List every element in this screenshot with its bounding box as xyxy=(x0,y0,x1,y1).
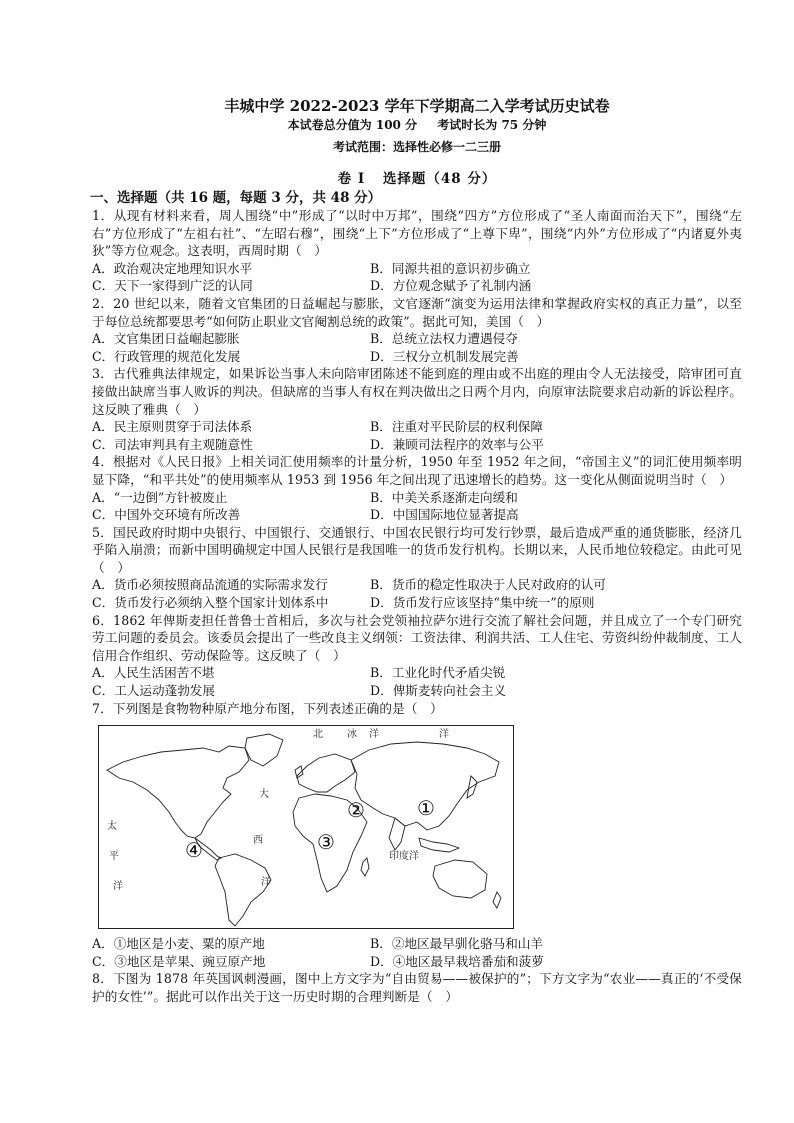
question-5-options xyxy=(92,576,742,611)
map-label-ocean-arctic: 洋 xyxy=(369,729,379,741)
question-3-options xyxy=(92,418,742,453)
option-c: C．行政管理的规范化发展 xyxy=(92,348,241,364)
map-label-north: 北 xyxy=(313,729,323,741)
new-zealand-outline xyxy=(493,892,501,908)
volume-title: 选择题（48 分） xyxy=(382,171,497,187)
question-6-options xyxy=(92,664,742,699)
map-label-ping: 平 xyxy=(109,851,119,863)
option-b: B．货币的稳定性取决于人民对政府的认可 xyxy=(370,577,606,593)
question-2-options xyxy=(92,330,742,365)
map-label-xi: 西 xyxy=(253,835,263,847)
map-label-ocean-atlantic: 洋 xyxy=(261,877,271,889)
option-c: C．中国外交环境有所改善 xyxy=(92,507,241,523)
map-label-ocean-ne: 洋 xyxy=(439,729,449,741)
exam-page xyxy=(92,96,742,1006)
volume-number: 卷 Ⅰ xyxy=(337,171,366,187)
volume-heading xyxy=(92,169,742,189)
question-2-stem: 2．20 世纪以来，随着文官集团的日益崛起与膨胀，文官逐渐“演变为运用法律和掌握政府实权的真正力量”，以至于每位总统都要思考“如何防止职业文官阉割总统的政策”。据此可知，美国（ ） xyxy=(92,295,742,329)
option-b: B．中美关系逐渐走向缓和 xyxy=(370,489,518,505)
world-map-svg xyxy=(99,726,513,928)
option-a: A．“一边倒”方针被废止 xyxy=(92,489,228,505)
option-c: C．天下一家得到广泛的认同 xyxy=(92,278,253,294)
question-8-stem: 8．下图为 1878 年英国讽刺漫画，图中上方文字为“自由贸易——被保护的”；下方文字为“农业——真正的‘不受保护的女性’”。据此可以作出关于这一历史时期的合理判断是（ ） xyxy=(92,971,742,1004)
option-a: A．民主原则贯穿于司法体系 xyxy=(92,419,253,435)
question-4-stem: 4．根据对《人民日报》上相关词汇使用频率的计量分析，1950 年至 1952 年之间，“帝国主义”的词汇使用频率明显下降，“和平共处”的使用频率从 1953 到 1956 年之间出现了迅速增长的趋势。这一变化从侧面说明当时（ ） xyxy=(92,454,742,487)
question-1-stem: 1．从现有材料来看，周人围绕“中”形成了“以时中万邦”，围绕“四方”方位形成了“圣人南面而治天下”，围绕“左右”方位形成了“左祖右社”、“左昭右穆”，围绕“上下”方位形成了“上尊下卑”，围绕“内外”方位形成了“内诸夏外夷狄”等方位观念。这表明，西周时期（ ） xyxy=(92,208,742,259)
indonesia-outline xyxy=(419,838,459,852)
australia-outline xyxy=(433,860,487,898)
world-map-figure xyxy=(98,725,514,929)
map-marker-3: ③ xyxy=(317,830,335,855)
option-c: C．货币发行必须纳入整个国家计划体系中 xyxy=(92,595,329,611)
exam-meta xyxy=(92,116,742,135)
question-3-stem: 3．古代雅典法律规定，如果诉讼当事人未向陪审团陈述不能到庭的理由或不出庭的理由令人无法接受，陪审团可直接做出缺席当事人败诉的判决。但缺席的当事人有权在判决做出之日两个月内，向原审法院要求启动新的诉讼程序。这反映了雅典（ ） xyxy=(92,366,742,417)
map-marker-4: ④ xyxy=(185,838,203,863)
question-6-stem: 6．1862 年俾斯麦担任普鲁士首相后，多次与社会党领袖拉萨尔进行交流了解社会问题，并且成立了一个专门研究劳工问题的委员会。该委员会提出了一些改良主义纲领：工资法律、利润共活、工人住宅、劳资纠纷仲裁制度、工人信用合作组织、劳动保险等。这反映了（ ） xyxy=(92,612,742,663)
option-d: D．三权分立机制发展完善 xyxy=(370,348,519,364)
map-label-tai: 太 xyxy=(107,821,117,833)
section-heading: 一、选择题（共 16 题，每题 3 分，共 48 分） xyxy=(90,190,382,206)
question-4-options xyxy=(92,489,742,524)
map-label-da: 大 xyxy=(259,789,269,801)
question-1-options xyxy=(92,260,742,295)
map-marker-1: ① xyxy=(417,796,435,821)
north-america-outline xyxy=(107,746,249,838)
option-b: B．同源共祖的意识初步确立 xyxy=(370,260,531,276)
british-isles-outline xyxy=(295,766,303,778)
option-d: D．兼顾司法程序的效率与公平 xyxy=(370,436,544,452)
option-a: A．文官集团日益崛起膨胀 xyxy=(92,331,240,347)
map-label-ocean-pacific: 洋 xyxy=(113,881,123,893)
question-7-stem: 7．下列图是食物物种原产地分布图，下列表述正确的是（ ） xyxy=(92,700,443,716)
option-a: A．货币必须按照商品流通的实际需求发行 xyxy=(92,577,328,593)
option-b: B．工业化时代矛盾尖锐 xyxy=(370,665,506,681)
option-b: B．注重对平民阶层的权利保障 xyxy=(370,419,543,435)
option-a: A．人民生活困苦不堪 xyxy=(92,665,215,681)
map-label-indian-ocean: 印度洋 xyxy=(389,851,419,863)
india-outline xyxy=(389,818,405,850)
option-d: D．俾斯麦转向社会主义 xyxy=(370,683,507,699)
option-d: D．中国国际地位显著提高 xyxy=(370,507,519,523)
europe-outline xyxy=(297,754,355,792)
option-d: D．④地区最早栽培番茄和菠萝 xyxy=(370,953,544,969)
madagascar-outline xyxy=(361,858,369,876)
option-a: A．①地区是小麦、粟的原产地 xyxy=(92,936,265,952)
option-c: C．③地区是苹果、豌豆原产地 xyxy=(92,953,266,969)
greenland-outline xyxy=(245,734,283,766)
map-marker-2: ② xyxy=(347,798,365,823)
time-info: 考试时长为 75 分钟 xyxy=(437,118,547,132)
option-a: A．政治观决定地理知识水平 xyxy=(92,260,253,276)
exam-title: 丰城中学 2022-2023 学年下学期高二入学考试历史试卷 xyxy=(224,97,610,115)
option-d: D．货币发行应该坚持“集中统一”的原则 xyxy=(370,595,595,611)
score-info: 本试卷总分值为 100 分 xyxy=(287,118,418,132)
option-c: C．工人运动蓬勃发展 xyxy=(92,683,215,699)
option-b: B．总统立法权力遭遇侵夺 xyxy=(370,331,518,347)
question-7-options xyxy=(92,935,742,970)
option-d: D．方位观念赋予了礼制内涵 xyxy=(370,278,532,294)
option-b: B．②地区最早驯化骆马和山羊 xyxy=(370,936,543,952)
south-america-outline xyxy=(215,854,271,926)
option-c: C．司法审判具有主观随意性 xyxy=(92,436,253,452)
exam-scope: 考试范围：选择性必修一二三册 xyxy=(332,140,501,154)
map-label-ice: 冰 xyxy=(347,729,357,741)
question-5-stem: 5．国民政府时期中央银行、中国银行、交通银行、中国农民银行均可发行钞票，最后造成严重的通货膨胀，经济几乎陷入崩溃；而新中国明确规定中国人民银行是我国唯一的货币发行机构。长期以来，人民币地位较稳定。由此可见（ ） xyxy=(92,524,742,575)
